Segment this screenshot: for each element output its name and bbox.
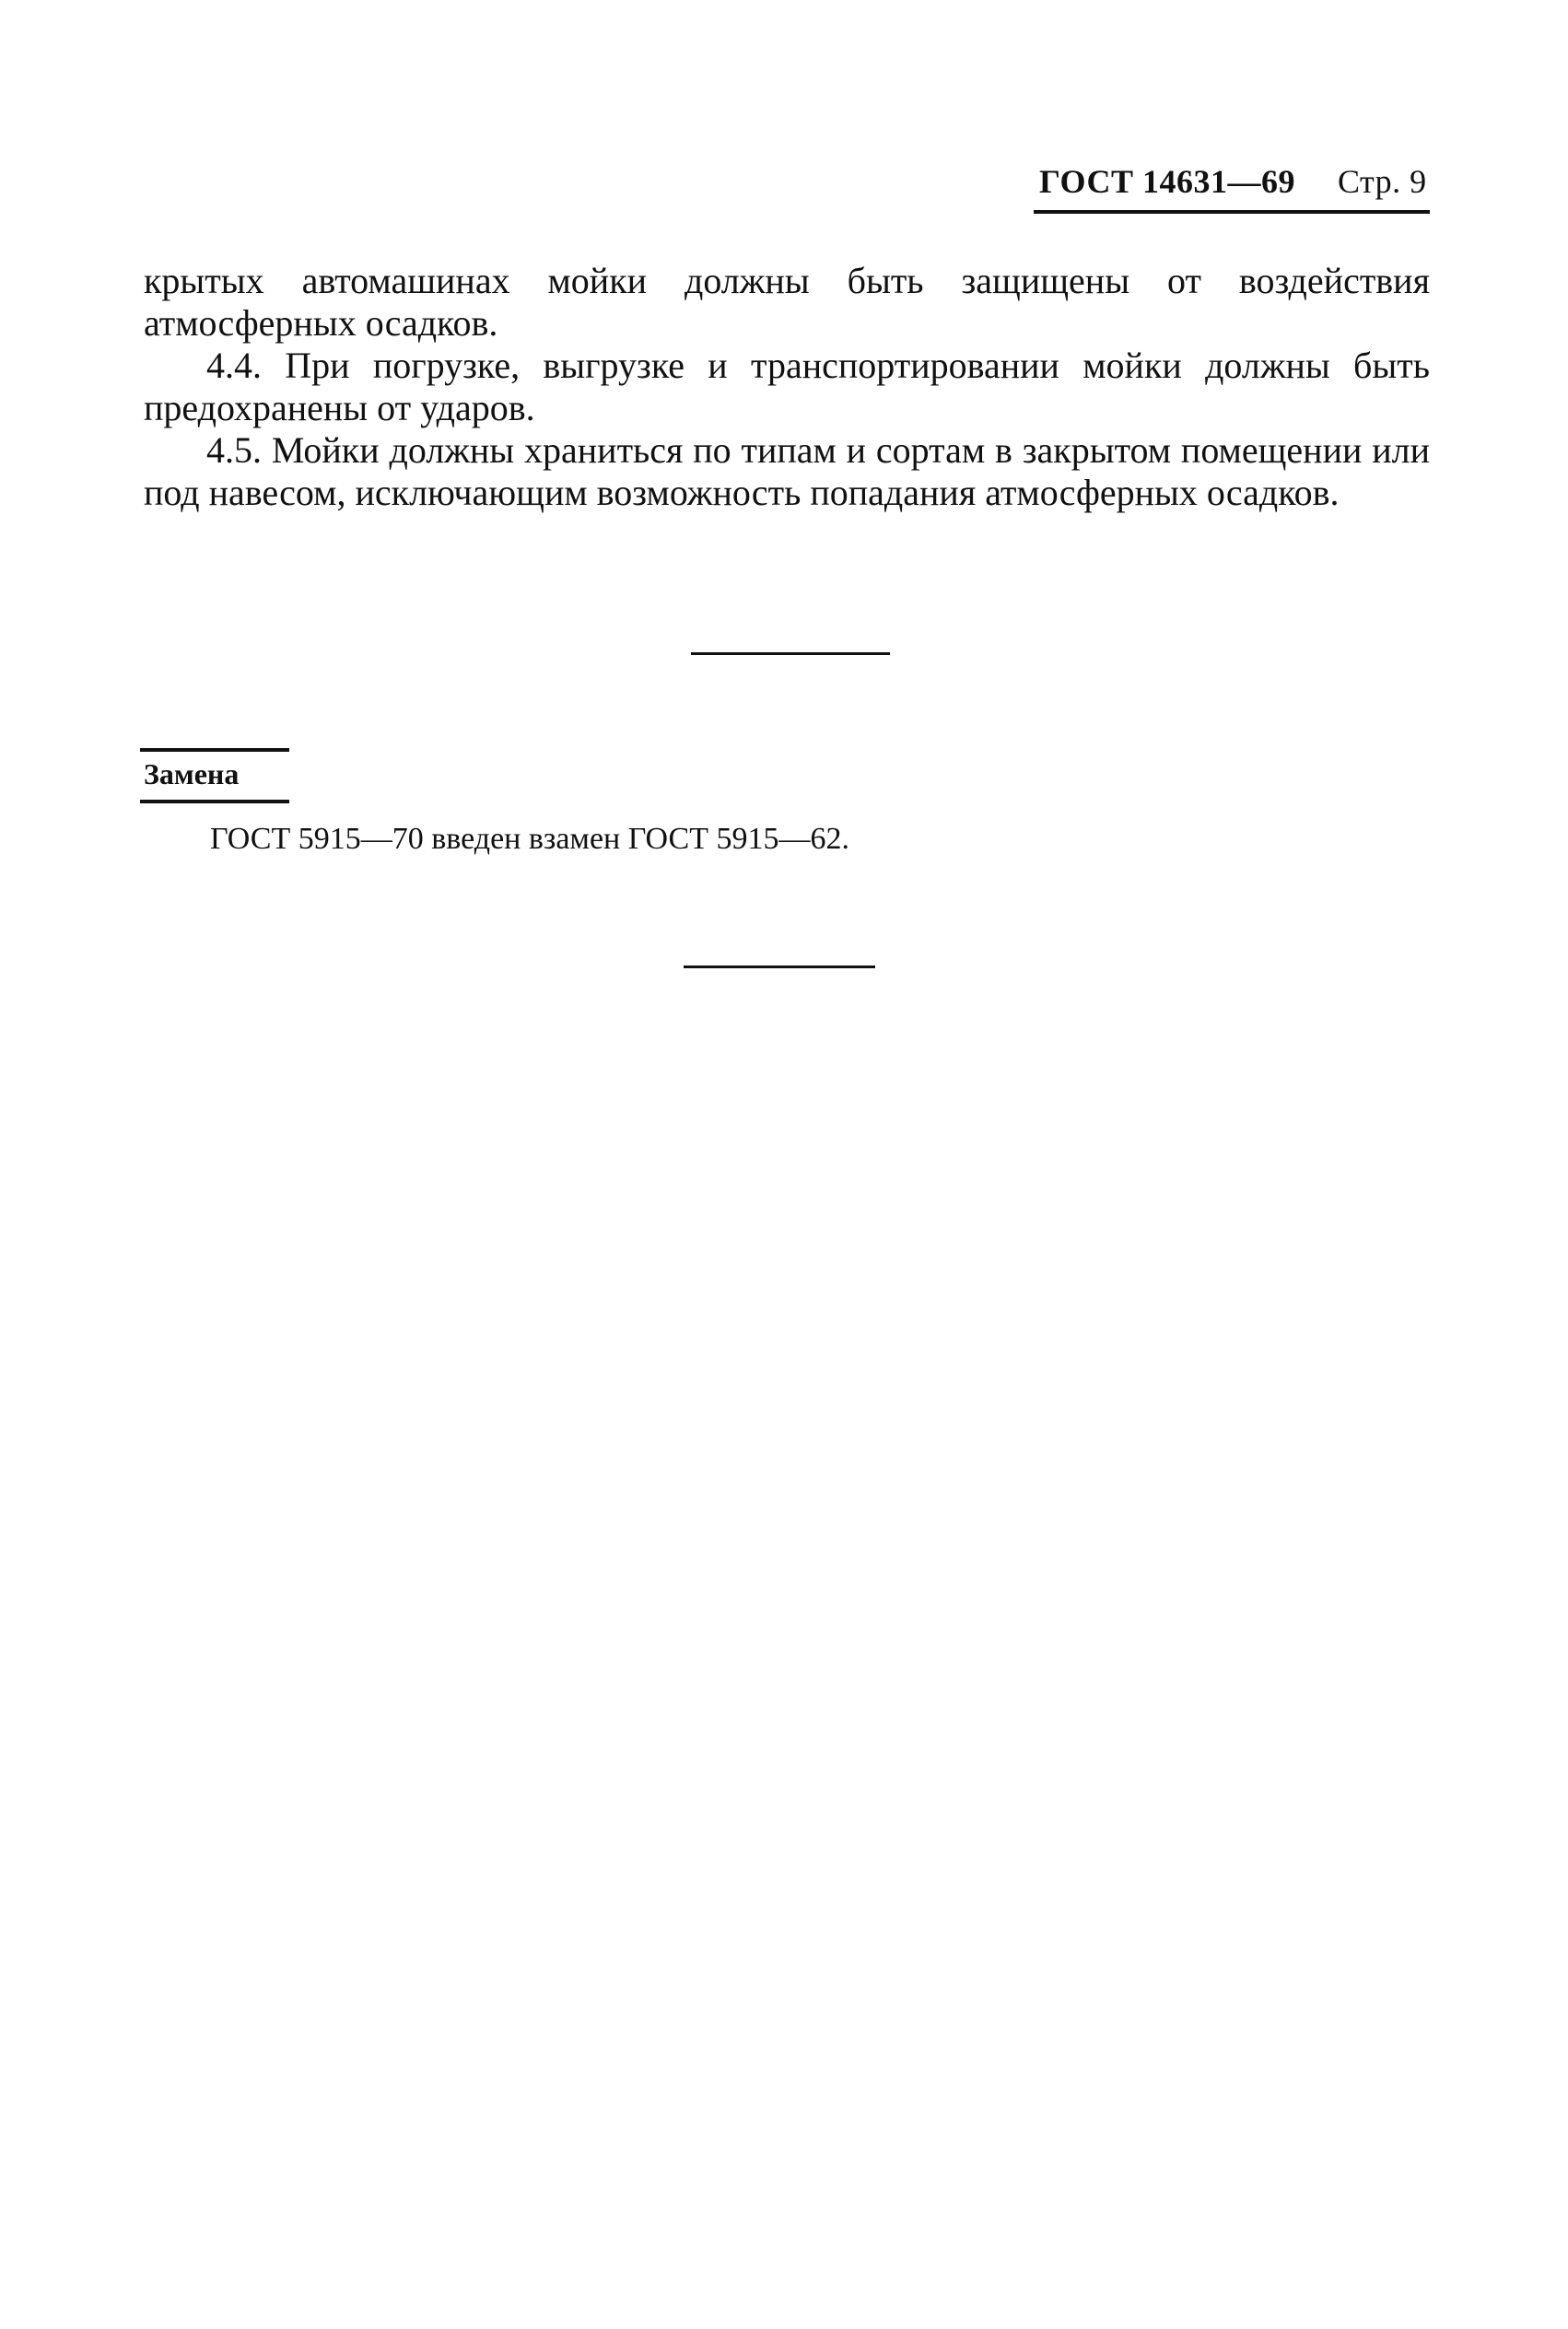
paragraph-continuation: крытых автомашинах мойки должны быть защищены от воздействия атмосферных осадков. — [144, 260, 1430, 344]
replacement-note: ГОСТ 5915—70 введен взамен ГОСТ 5915—62. — [210, 822, 849, 856]
replacement-heading-bottom-rule — [140, 800, 289, 803]
paragraph-4-5: 4.5. Мойки должны храниться по типам и сортам в закрытом помещении или под навесом, исключающим возможность попадания атмосферных осадков. — [144, 429, 1430, 513]
paragraph-4-4: 4.4. При погрузке, выгрузке и транспортировании мойки должны быть предохранены от ударов. — [144, 345, 1430, 428]
body-text — [144, 260, 1430, 514]
page-header — [1039, 162, 1427, 201]
end-divider — [684, 966, 875, 968]
replacement-heading-top-rule — [140, 748, 289, 752]
page-number: Стр. 9 — [1337, 163, 1427, 200]
header-rule — [1034, 210, 1430, 214]
section-divider — [691, 652, 890, 655]
standard-number: ГОСТ 14631—69 — [1039, 163, 1295, 200]
replacement-heading: Замена — [144, 757, 240, 790]
